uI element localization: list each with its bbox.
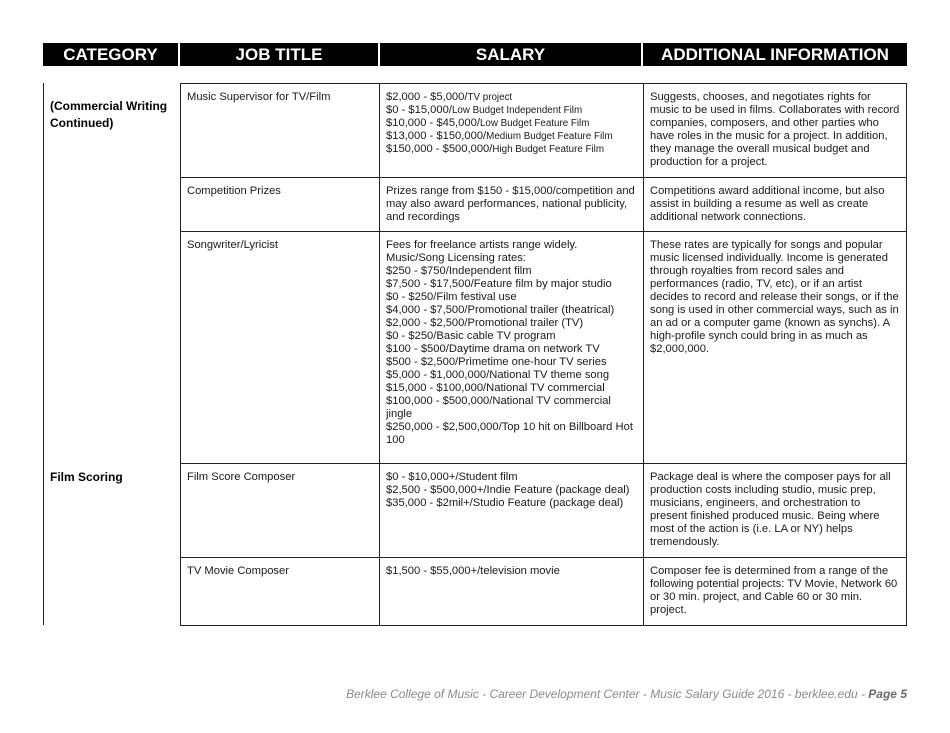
job-title: Music Supervisor for TV/Film xyxy=(181,84,380,178)
salary-line: $150,000 - $500,000/High Budget Feature Film xyxy=(386,143,605,155)
job-title: Film Score Composer xyxy=(181,464,380,558)
salary-cell xyxy=(380,84,644,178)
table-row xyxy=(181,178,907,232)
table-row xyxy=(181,84,907,178)
additional-info: These rates are typically for songs and popular music licensed individually. Income is generated through royalties from record sales and performances (radio, TV, etc), or if an artist decides to record and release their songs, or if the song is used in other commercial ways, such as in an ad or a computer game (known as synchs). A high-profile synch could bring in as much as $2,000,000. xyxy=(644,232,907,464)
table-header xyxy=(43,43,907,66)
additional-info: Suggests, chooses, and negotiates rights for music to be used in films. Collaborates with record companies, composers, and other parties who have roles in the music for a project. In addition, they manage the overall musical budget and production for a project. xyxy=(644,84,907,178)
additional-info: Package deal is where the composer pays for all production costs including studio, music prep, musicians, engineers, and orchestration to present finished produced music. Being where most of the action is (i.e. LA or NY) helps tremendously. xyxy=(644,464,907,558)
header-job-title: JOB TITLE xyxy=(180,43,380,66)
salary-line: $13,000 - $150,000/Medium Budget Feature Film xyxy=(386,130,613,142)
table-row xyxy=(181,558,907,626)
salary-cell: Prizes range from $150 - $15,000/competition and may also award performances, national publicity, and recordings xyxy=(380,178,644,232)
page-footer xyxy=(346,687,907,701)
salary-cell: Fees for freelance artists range widely. Music/Song Licensing rates: $250 - $750/Independent film $7,500 - $17,500/Feature film by major studio $0 - $250/Film festival use $4,000 - $7,500/Promotional trailer (theatrical) $2,000 - $2,500/Promotional trailer (TV) $0 - $250/Basic cable TV program $100 - $500/Daytime drama on network TV $500 - $2,500/Primetime one-hour TV series $5,000 - $1,000,000/National TV theme song $15,000 - $100,000/National TV commercial $100,000 - $500,000/National TV commercial jingle $250,000 - $2,500,000/Top 10 hit on Billboard Hot 100 xyxy=(380,232,644,464)
salary-cell: $1,500 - $55,000+/television movie xyxy=(380,558,644,626)
job-title: TV Movie Composer xyxy=(181,558,380,626)
header-salary: SALARY xyxy=(380,43,643,66)
table-row xyxy=(181,464,907,558)
header-category: CATEGORY xyxy=(43,43,180,66)
job-title: Songwriter/Lyricist xyxy=(181,232,380,464)
category-commercial-writing: (Commercial Writing Continued) xyxy=(50,99,168,130)
salary-line: $10,000 - $45,000/Low Budget Feature Film xyxy=(386,117,590,129)
salary-line: $2,000 - $5,000/TV project xyxy=(386,91,513,103)
salary-line: $0 - $15,000/Low Budget Independent Film xyxy=(386,104,583,116)
category-film-scoring: Film Scoring xyxy=(50,470,123,484)
job-title: Competition Prizes xyxy=(181,178,380,232)
additional-info: Competitions award additional income, but also assist in building a resume as well as create additional network connections. xyxy=(644,178,907,232)
salary-table xyxy=(180,83,907,626)
category-column-rule xyxy=(43,83,44,625)
page-number: Page 5 xyxy=(868,687,907,701)
footer-text: Berklee College of Music - Career Development Center - Music Salary Guide 2016 - berklee.edu - xyxy=(346,687,869,701)
additional-info: Composer fee is determined from a range of the following potential projects: TV Movie, Network 60 or 30 min. project, and Cable 60 or 30 min. project. xyxy=(644,558,907,626)
salary-cell: $0 - $10,000+/Student film $2,500 - $500,000+/Indie Feature (package deal) $35,000 - $2mil+/Studio Feature (package deal) xyxy=(380,464,644,558)
table-row xyxy=(181,232,907,464)
header-additional-information: ADDITIONAL INFORMATION xyxy=(643,43,907,66)
